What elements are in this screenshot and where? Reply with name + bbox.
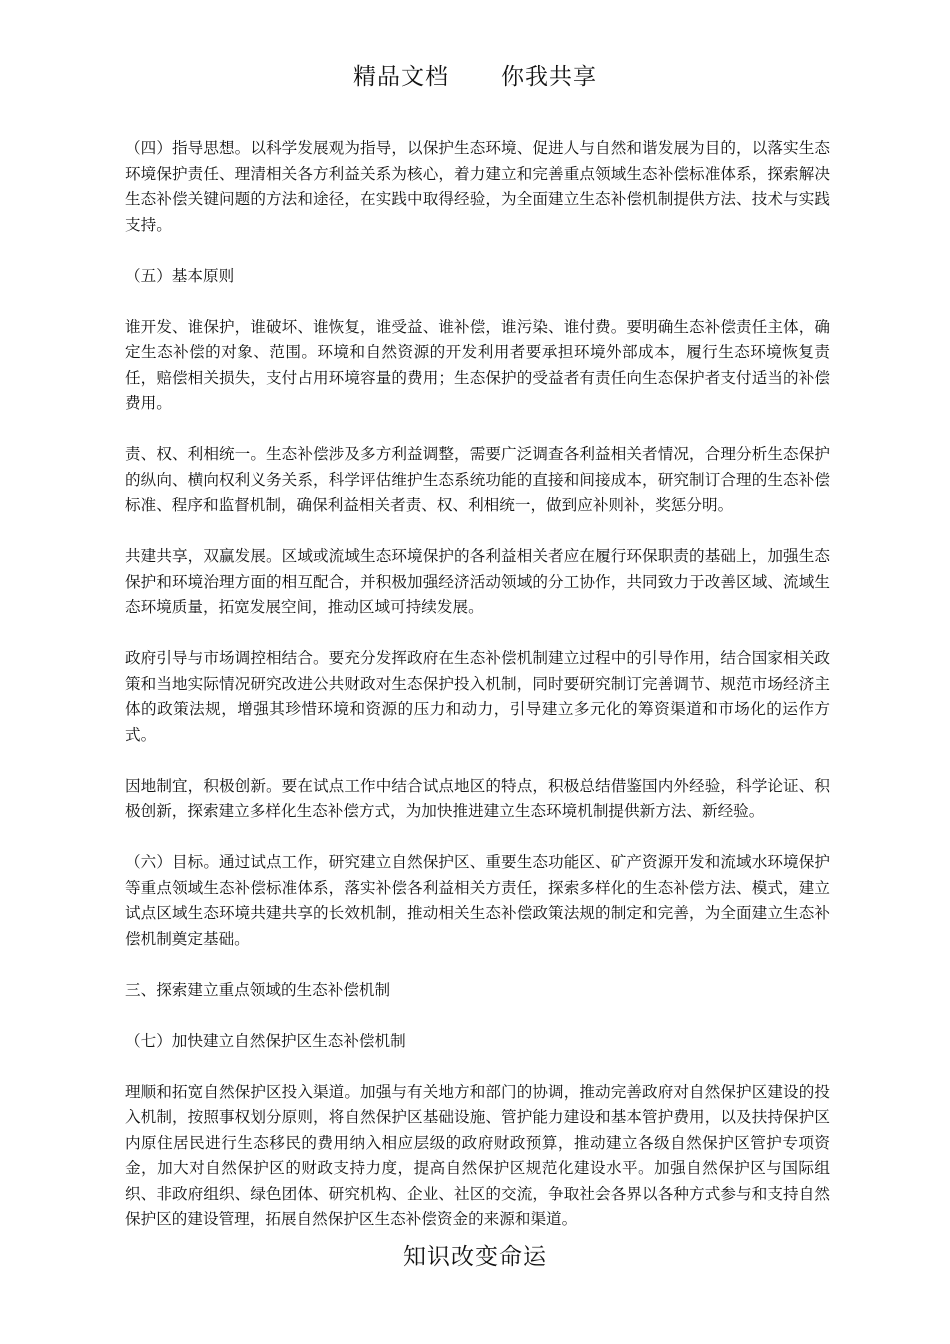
header-left-text: 精品文档	[353, 64, 449, 90]
header-right-text: 你我共享	[501, 64, 597, 90]
paragraph-guiding-ideology: （四）指导思想。以科学发展观为指导，以保护生态环境、促进人与自然和谐发展为目的，以落实生态环境保护责任、理清相关各方利益关系为核心，着力建立和完善重点领域生态补偿标准体系，探索解决生态补偿关键问题的方法和途径，在实践中取得经验，为全面建立生态补偿机制提供方法、技术与实践支持。	[125, 139, 830, 234]
document-body	[125, 136, 830, 1258]
paragraph-goals: （六）目标。通过试点工作，研究建立自然保护区、重要生态功能区、矿产资源开发和流域水环境保护等重点领域生态补偿标准体系，落实补偿各利益相关方责任，探索多样化的生态补偿方法、模式，建立试点区域生态环境共建共享的长效机制，推动相关生态补偿政策法规的制定和完善，为全面建立生态补偿机制奠定基础。	[125, 853, 830, 948]
paragraph-principle-local: 因地制宜，积极创新。要在试点工作中结合试点地区的特点，积极总结借鉴国内外经验，科学论证、积极创新，探索建立多样化生态补偿方式，为加快推进建立生态环境机制提供新方法、新经验。	[125, 776, 830, 820]
page-footer: 知识改变命运	[403, 1244, 547, 1270]
section-heading-three: 三、探索建立重点领域的生态补偿机制	[125, 980, 391, 999]
paragraph-principle-responsibility: 谁开发、谁保护，谁破坏、谁恢复，谁受益、谁补偿，谁污染、谁付费。要明确生态补偿责任主体，确定生态补偿的对象、范围。环境和自然资源的开发利用者要承担环境外部成本，履行生态环境恢复责任，赔偿相关损失，支付占用环境容量的费用；生态保护的受益者有责任向生态保护者支付适当的补偿费用。	[125, 317, 830, 412]
subheading-seven: （七）加快建立自然保护区生态补偿机制	[125, 1031, 406, 1050]
paragraph-principle-government-market: 政府引导与市场调控相结合。要充分发挥政府在生态补偿机制建立过程中的引导作用，结合国家相关政策和当地实际情况研究改进公共财政对生态保护投入机制，同时要研究制订完善调节、规范市场经济主体的政策法规，增强其珍惜环境和资源的压力和动力，引导建立多元化的筹资渠道和市场化的运作方式。	[125, 649, 830, 744]
heading-basic-principles: （五）基本原则	[125, 266, 235, 285]
paragraph-nature-reserve-funding: 理顺和拓宽自然保护区投入渠道。加强与有关地方和部门的协调，推动完善政府对自然保护区建设的投入机制，按照事权划分原则，将自然保护区基础设施、管护能力建设和基本管护费用，以及扶持保护区内原住居民进行生态移民的费用纳入相应层级的政府财政预算，推动建立各级自然保护区管护专项资金，加大对自然保护区的财政支持力度，提高自然保护区规范化建设水平。加强自然保护区与国际组织、非政府组织、绿色团体、研究机构、企业、社区的交流，争取社会各界以各种方式参与和支持自然保护区的建设管理，拓展自然保护区生态补偿资金的来源和渠道。	[125, 1082, 830, 1228]
paragraph-principle-rights: 责、权、利相统一。生态补偿涉及多方利益调整，需要广泛调查各利益相关者情况，合理分析生态保护的纵向、横向权利义务关系，科学评估维护生态系统功能的直接和间接成本，研究制订合理的生态补偿标准、程序和监督机制，确保利益相关者责、权、利相统一，做到应补则补，奖惩分明。	[125, 445, 830, 514]
page-header	[0, 58, 950, 91]
paragraph-principle-shared: 共建共享，双赢发展。区域或流域生态环境保护的各利益相关者应在履行环保职责的基础上，加强生态保护和环境治理方面的相互配合，并积极加强经济活动领域的分工协作，共同致力于改善区域、流域生态环境质量，拓宽发展空间，推动区域可持续发展。	[125, 547, 830, 616]
